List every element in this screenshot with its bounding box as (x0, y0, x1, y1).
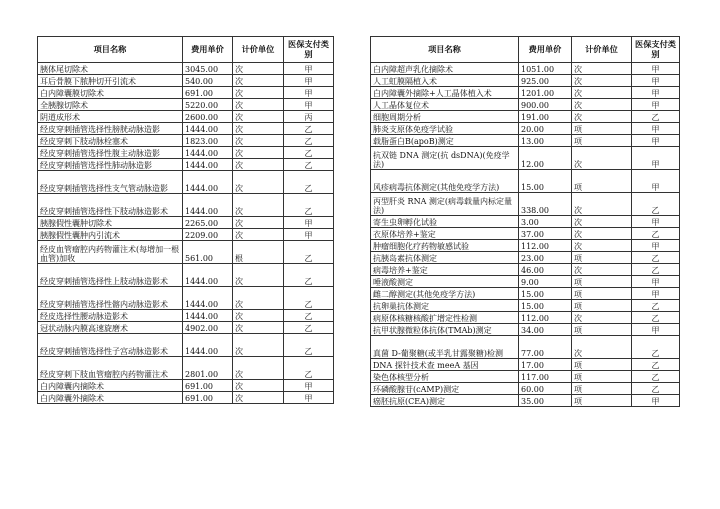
cell-item-name: 白内障囊内摘除术 (38, 380, 183, 392)
cell-insurance-class: 乙 (632, 371, 680, 383)
cell-unit-price: 1201.00 (519, 87, 572, 99)
cell-insurance-class: 乙 (284, 159, 334, 171)
table-row (38, 380, 334, 392)
table-row (371, 170, 680, 193)
header-pricing-unit: 计价单位 (572, 37, 632, 63)
cell-pricing-unit: 次 (233, 217, 284, 229)
cell-pricing-unit: 次 (233, 322, 284, 334)
table-row (371, 395, 680, 407)
table-row (371, 336, 680, 359)
cell-unit-price: 925.00 (519, 75, 572, 87)
cell-unit-price: 15.00 (519, 300, 572, 312)
cell-unit-price: 691.00 (183, 392, 233, 404)
cell-pricing-unit: 次 (572, 87, 632, 99)
cell-insurance-class: 甲 (632, 240, 680, 252)
cell-insurance-class: 甲 (632, 288, 680, 300)
cell-insurance-class: 乙 (284, 287, 334, 310)
cell-unit-price: 46.00 (519, 264, 572, 276)
cell-item-name: 经皮穿刺插管选择性肺动脉造影 (38, 159, 183, 171)
table-row (371, 216, 680, 228)
table-row (371, 193, 680, 216)
cell-item-name: 经皮穿刺插管选择性支气管动脉造影 (38, 171, 183, 194)
cell-insurance-class: 乙 (632, 300, 680, 312)
cell-pricing-unit: 次 (233, 310, 284, 322)
cell-insurance-class: 甲 (284, 75, 334, 87)
cell-item-name: 病原体核糖核酸扩增定性检测 (371, 312, 519, 324)
cell-insurance-class: 甲 (284, 217, 334, 229)
cell-pricing-unit: 项 (572, 252, 632, 264)
cell-insurance-class: 乙 (632, 264, 680, 276)
table-row (38, 217, 334, 229)
header-item-name: 项目名称 (371, 37, 519, 63)
cell-insurance-class: 甲 (632, 63, 680, 75)
cell-insurance-class: 甲 (632, 324, 680, 336)
table-row (38, 63, 334, 75)
cell-pricing-unit: 次 (233, 111, 284, 123)
cell-item-name: 病毒培养+鉴定 (371, 264, 519, 276)
cell-insurance-class: 甲 (284, 87, 334, 99)
cell-unit-price: 2600.00 (183, 111, 233, 123)
table-header-row (38, 37, 334, 63)
cell-item-name: 经皮选择性腰动脉造影术 (38, 310, 183, 322)
cell-pricing-unit: 次 (572, 312, 632, 324)
cell-pricing-unit: 次 (233, 123, 284, 135)
cell-unit-price: 15.00 (519, 288, 572, 300)
cell-insurance-class: 甲 (284, 392, 334, 404)
cell-unit-price: 338.00 (519, 193, 572, 216)
cell-unit-price: 3.00 (519, 216, 572, 228)
cell-item-name: 经皮穿刺插管选择性下肢动脉造影术 (38, 194, 183, 217)
table-row (38, 334, 334, 357)
cell-insurance-class: 乙 (632, 383, 680, 395)
cell-pricing-unit: 次 (233, 357, 284, 380)
cell-insurance-class: 甲 (632, 395, 680, 407)
cell-unit-price: 1444.00 (183, 147, 233, 159)
cell-insurance-class: 甲 (632, 276, 680, 288)
cell-unit-price: 34.00 (519, 324, 572, 336)
cell-pricing-unit: 项 (572, 300, 632, 312)
cell-unit-price: 77.00 (519, 336, 572, 359)
cell-insurance-class: 乙 (632, 193, 680, 216)
cell-unit-price: 191.00 (519, 111, 572, 123)
cell-unit-price: 13.00 (519, 135, 572, 147)
cell-unit-price: 60.00 (519, 383, 572, 395)
cell-unit-price: 20.00 (519, 123, 572, 135)
table-row (38, 229, 334, 241)
cell-item-name: 衣原体培养+鉴定 (371, 228, 519, 240)
table-row (38, 111, 334, 123)
cell-unit-price: 3045.00 (183, 63, 233, 75)
cell-unit-price: 9.00 (519, 276, 572, 288)
table-row (371, 228, 680, 240)
header-item-name: 项目名称 (38, 37, 183, 63)
header-unit-price: 费用单价 (183, 37, 233, 63)
cell-pricing-unit: 项 (572, 395, 632, 407)
cell-unit-price: 1444.00 (183, 264, 233, 287)
header-pricing-unit: 计价单位 (233, 37, 284, 63)
cell-pricing-unit: 根 (233, 241, 284, 264)
cell-item-name: 经皮穿刺下肢动脉栓塞术 (38, 135, 183, 147)
cell-item-name: 癌胚抗原(CEA)测定 (371, 395, 519, 407)
cell-unit-price: 2801.00 (183, 357, 233, 380)
table-row (371, 312, 680, 324)
cell-unit-price: 112.00 (519, 240, 572, 252)
cell-unit-price: 2265.00 (183, 217, 233, 229)
cell-unit-price: 691.00 (183, 87, 233, 99)
cell-unit-price: 112.00 (519, 312, 572, 324)
cell-item-name: 唾液酸测定 (371, 276, 519, 288)
cell-pricing-unit: 次 (233, 63, 284, 75)
table-row (371, 300, 680, 312)
cell-item-name: 胰腺假性囊肿内引流术 (38, 229, 183, 241)
cell-item-name: 抗卵巢抗体测定 (371, 300, 519, 312)
cell-insurance-class: 乙 (284, 264, 334, 287)
table-row (371, 276, 680, 288)
cell-pricing-unit: 项 (572, 288, 632, 300)
header-insurance-class: 医保支付类别 (632, 37, 680, 63)
cell-item-name: 人工晶体复位术 (371, 99, 519, 111)
cell-unit-price: 900.00 (519, 99, 572, 111)
cell-item-name: 白内障囊外摘除+人工晶体植入术 (371, 87, 519, 99)
cell-item-name: 白内障超声乳化摘除术 (371, 63, 519, 75)
table-row (371, 63, 680, 75)
cell-pricing-unit: 次 (572, 75, 632, 87)
cell-unit-price: 17.00 (519, 359, 572, 371)
cell-insurance-class: 乙 (284, 334, 334, 357)
cell-pricing-unit: 次 (572, 147, 632, 170)
cell-unit-price: 12.00 (519, 147, 572, 170)
cell-pricing-unit: 项 (572, 276, 632, 288)
cell-item-name: 经皮穿刺插管选择性膀胱动脉造影 (38, 123, 183, 135)
table-row (371, 123, 680, 135)
table-row (38, 147, 334, 159)
cell-pricing-unit: 次 (572, 111, 632, 123)
cell-pricing-unit: 次 (572, 216, 632, 228)
cell-insurance-class: 甲 (632, 170, 680, 193)
cell-insurance-class: 乙 (632, 252, 680, 264)
cell-pricing-unit: 次 (233, 159, 284, 171)
cell-item-name: 寄生虫卵孵化试验 (371, 216, 519, 228)
cell-pricing-unit: 项 (572, 123, 632, 135)
cell-insurance-class: 甲 (632, 75, 680, 87)
cell-insurance-class: 乙 (284, 194, 334, 217)
cell-pricing-unit: 项 (572, 359, 632, 371)
cell-pricing-unit: 项 (572, 383, 632, 395)
cell-item-name: 人工虹膜隔植入术 (371, 75, 519, 87)
cell-insurance-class: 甲 (632, 87, 680, 99)
cell-pricing-unit: 次 (572, 264, 632, 276)
cell-insurance-class: 甲 (284, 99, 334, 111)
cell-insurance-class: 乙 (284, 123, 334, 135)
cell-pricing-unit: 次 (233, 147, 284, 159)
cell-insurance-class: 乙 (284, 171, 334, 194)
cell-unit-price: 37.00 (519, 228, 572, 240)
table-row (38, 392, 334, 404)
fee-table-left (37, 36, 334, 404)
cell-pricing-unit: 项 (572, 135, 632, 147)
cell-unit-price: 23.00 (519, 252, 572, 264)
table-row (371, 135, 680, 147)
cell-item-name: 环磷酸腺苷(cAMP)测定 (371, 383, 519, 395)
cell-unit-price: 561.00 (183, 241, 233, 264)
table-row (371, 147, 680, 170)
cell-insurance-class: 乙 (284, 322, 334, 334)
cell-insurance-class: 甲 (632, 135, 680, 147)
cell-unit-price: 691.00 (183, 380, 233, 392)
cell-pricing-unit: 次 (233, 229, 284, 241)
cell-item-name: 经皮穿刺下肢血管瘤腔内药物灌注术 (38, 357, 183, 380)
table-row (371, 383, 680, 395)
cell-pricing-unit: 次 (233, 264, 284, 287)
cell-item-name: 经皮血管瘤腔内药物灌注术(每增加一根血管)加收 (38, 241, 183, 264)
cell-item-name: 雌二醇测定(其他免疫学方法) (371, 288, 519, 300)
cell-pricing-unit: 次 (233, 171, 284, 194)
cell-item-name: 丙型肝炎 RNA 测定(病毒载量内标定量法) (371, 193, 519, 216)
cell-pricing-unit: 次 (572, 240, 632, 252)
cell-item-name: 阴道成形术 (38, 111, 183, 123)
cell-item-name: 肿瘤细胞化疗药物敏感试验 (371, 240, 519, 252)
cell-item-name: 抗胰岛素抗体测定 (371, 252, 519, 264)
cell-unit-price: 4902.00 (183, 322, 233, 334)
cell-item-name: 载脂蛋白B(apoB)测定 (371, 135, 519, 147)
cell-insurance-class: 甲 (284, 63, 334, 75)
cell-insurance-class: 甲 (284, 380, 334, 392)
cell-unit-price: 15.00 (519, 170, 572, 193)
cell-pricing-unit: 次 (233, 334, 284, 357)
cell-item-name: 经皮穿刺插管选择性上肢动脉造影术 (38, 264, 183, 287)
cell-unit-price: 35.00 (519, 395, 572, 407)
cell-pricing-unit: 次 (572, 99, 632, 111)
cell-pricing-unit: 次 (233, 99, 284, 111)
cell-insurance-class: 乙 (284, 357, 334, 380)
cell-item-name: 白内障囊膜切除术 (38, 87, 183, 99)
table-row (38, 357, 334, 380)
cell-unit-price: 1823.00 (183, 135, 233, 147)
cell-item-name: 全胰腺切除术 (38, 99, 183, 111)
cell-pricing-unit: 次 (233, 194, 284, 217)
table-row (38, 194, 334, 217)
cell-pricing-unit: 次 (233, 392, 284, 404)
cell-insurance-class: 乙 (632, 336, 680, 359)
table-row (38, 135, 334, 147)
cell-insurance-class: 丙 (284, 111, 334, 123)
cell-unit-price: 1444.00 (183, 171, 233, 194)
cell-item-name: 染色体核型分析 (371, 371, 519, 383)
table-row (38, 87, 334, 99)
cell-unit-price: 5220.00 (183, 99, 233, 111)
cell-insurance-class: 乙 (632, 312, 680, 324)
cell-item-name: 经皮穿刺插管选择性子宫动脉造影术 (38, 334, 183, 357)
cell-pricing-unit: 项 (572, 324, 632, 336)
table-row (38, 310, 334, 322)
cell-item-name: 细胞周期分析 (371, 111, 519, 123)
cell-insurance-class: 乙 (632, 359, 680, 371)
table-row (38, 264, 334, 287)
table-row (371, 324, 680, 336)
cell-unit-price: 1444.00 (183, 287, 233, 310)
table-row (371, 359, 680, 371)
cell-unit-price: 1444.00 (183, 123, 233, 135)
table-row (38, 287, 334, 310)
table-row (371, 240, 680, 252)
cell-insurance-class: 乙 (632, 111, 680, 123)
cell-insurance-class: 乙 (284, 241, 334, 264)
cell-item-name: 冠状动脉内膜高速旋磨术 (38, 322, 183, 334)
cell-pricing-unit: 次 (233, 87, 284, 99)
cell-unit-price: 1444.00 (183, 159, 233, 171)
cell-insurance-class: 乙 (632, 228, 680, 240)
table-row (371, 75, 680, 87)
cell-unit-price: 540.00 (183, 75, 233, 87)
table-row (371, 111, 680, 123)
cell-insurance-class: 甲 (632, 147, 680, 170)
cell-pricing-unit: 项 (572, 371, 632, 383)
cell-item-name: 风疹病毒抗体测定(其他免疫学方法) (371, 170, 519, 193)
header-unit-price: 费用单价 (519, 37, 572, 63)
table-row (38, 123, 334, 135)
cell-unit-price: 1051.00 (519, 63, 572, 75)
table-row (38, 241, 334, 264)
cell-item-name: 胰体尾切除术 (38, 63, 183, 75)
table-row (38, 171, 334, 194)
cell-pricing-unit: 次 (572, 336, 632, 359)
cell-pricing-unit: 次 (572, 193, 632, 216)
cell-pricing-unit: 次 (572, 63, 632, 75)
table-row (38, 159, 334, 171)
cell-item-name: 经皮穿刺插管选择性腹主动脉造影 (38, 147, 183, 159)
cell-insurance-class: 甲 (284, 229, 334, 241)
cell-item-name: 抗双链 DNA 测定(抗 dsDNA)(免疫学法) (371, 147, 519, 170)
cell-pricing-unit: 次 (233, 75, 284, 87)
header-insurance-class: 医保支付类别 (284, 37, 334, 63)
cell-insurance-class: 乙 (284, 135, 334, 147)
table-body-left (38, 63, 334, 404)
table-row (371, 288, 680, 300)
cell-pricing-unit: 次 (233, 380, 284, 392)
table-body-right (371, 63, 680, 407)
cell-item-name: 肺炎支原体免疫学试验 (371, 123, 519, 135)
cell-item-name: 胰腺假性囊肿切除术 (38, 217, 183, 229)
cell-item-name: 白内障囊外摘除术 (38, 392, 183, 404)
cell-item-name: DNA 探针技术查 meeA 基因 (371, 359, 519, 371)
table-row (371, 371, 680, 383)
table-row (371, 99, 680, 111)
cell-insurance-class: 甲 (632, 99, 680, 111)
table-header-row (371, 37, 680, 63)
cell-insurance-class: 甲 (632, 123, 680, 135)
cell-unit-price: 1444.00 (183, 310, 233, 322)
cell-insurance-class: 甲 (632, 216, 680, 228)
cell-unit-price: 1444.00 (183, 334, 233, 357)
cell-item-name: 耳后骨膜下脓肿切开引流术 (38, 75, 183, 87)
cell-pricing-unit: 次 (233, 287, 284, 310)
fee-table-right (370, 36, 680, 407)
cell-pricing-unit: 项 (572, 170, 632, 193)
table-row (371, 87, 680, 99)
cell-pricing-unit: 次 (572, 228, 632, 240)
cell-unit-price: 1444.00 (183, 194, 233, 217)
table-row (38, 99, 334, 111)
cell-pricing-unit: 次 (233, 135, 284, 147)
cell-insurance-class: 乙 (284, 310, 334, 322)
cell-unit-price: 2209.00 (183, 229, 233, 241)
table-row (371, 264, 680, 276)
cell-item-name: 抗甲状腺微粒体抗体(TMAb)测定 (371, 324, 519, 336)
table-row (38, 322, 334, 334)
cell-insurance-class: 乙 (284, 147, 334, 159)
table-row (38, 75, 334, 87)
cell-item-name: 经皮穿刺插管选择性髂内动脉造影术 (38, 287, 183, 310)
table-row (371, 252, 680, 264)
cell-unit-price: 117.00 (519, 371, 572, 383)
cell-item-name: 真菌 D-葡聚糖(或半乳甘露聚糖)检测 (371, 336, 519, 359)
